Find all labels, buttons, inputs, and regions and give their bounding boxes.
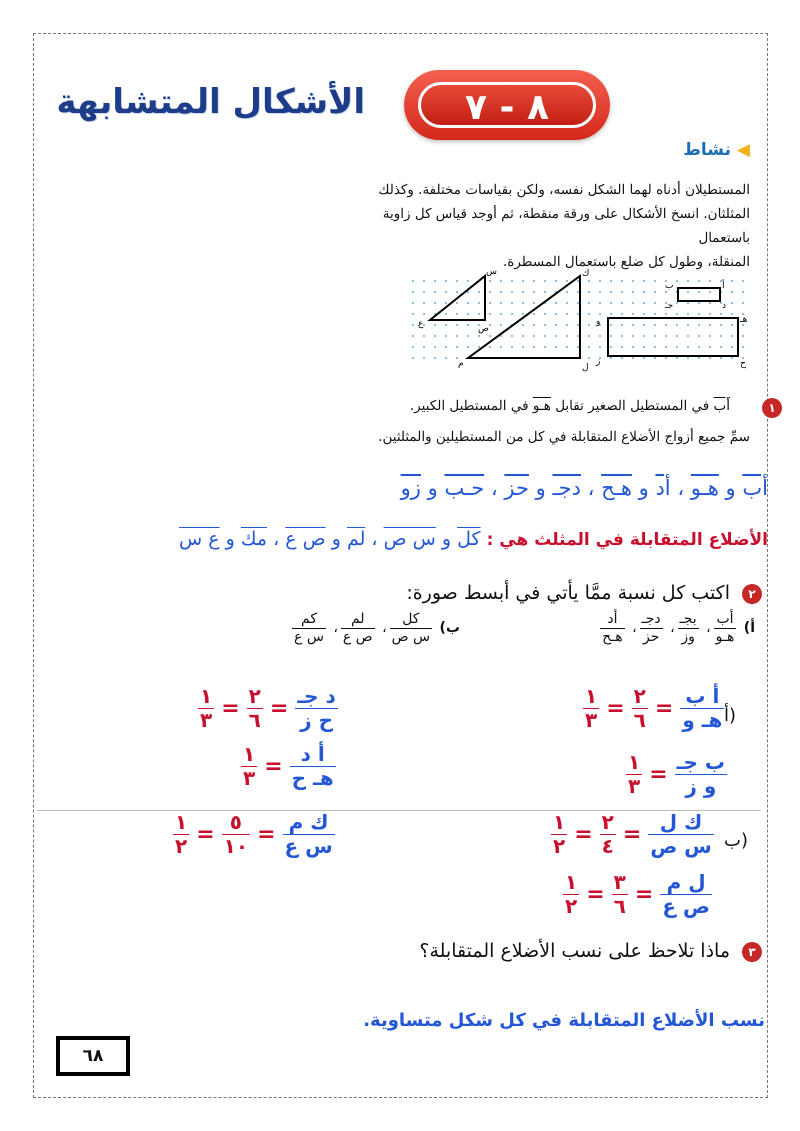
vertex-label: جـ [665,301,674,311]
segment: ص ع [285,528,326,550]
answer-dj-equation: $\frac{١}{٣}$ = $\frac{٢}{٦}$ = $\frac{\text{د جـ}}{\text{ح ز}}$ [200,684,336,732]
activity-label: نشاط [683,140,731,160]
numerator: ك م [288,810,329,834]
question-1-instruction: سمِّ جميع أزواج الأضلاع المتقابلة في كل من المستطيلين والمثلثين. [378,429,750,445]
intro-line: المستطيلان أدناه لهما الشكل نفسه، ولكن بقياسات مختلفة. وكذلك [378,182,750,198]
segment: دجـ [552,476,581,500]
denominator: هـو [715,628,735,645]
triangle-pairs-label: الأضلاع المتقابلة في المثلث هي : [486,530,768,550]
page-number: ٦٨ [56,1036,130,1076]
lesson-number-badge [404,70,610,140]
denominator: ٣ [243,766,256,790]
denominator: س ع [294,628,324,645]
intro-line: المثلثان. انسخ الأشكال على ورقة منقطة، ثم أوجد قياس كل زاوية باستعمال [382,206,750,246]
numerator: أب [716,611,734,627]
triangle-pairs-answer: الأضلاع المتقابلة في المثلث هي : كل و س ص ، لم و ص ع ، مك و ع س [179,528,768,550]
question-2-part-b: ب) $\frac{\text{كل}}{\text{س ص}}$ ، $\frac{\text{لم}}{\text{ص ع}}$ ، $\frac{\text{كم}}{\text{س ع}}$ [294,611,460,645]
and-word: و [725,476,736,500]
segment: أد [655,476,671,500]
numerator: ٢ [633,684,646,708]
lesson-title: الأشكال المتشابهة [56,82,365,122]
denominator: ٣ [585,708,598,732]
question-3-text: ماذا تلاحظ على نسب الأضلاع المتقابلة؟ [419,940,730,962]
numerator: ١ [628,750,641,774]
denominator: ١٠ [223,834,249,858]
triangle-bullet-icon: ◀ [736,140,750,160]
segment: هـو [690,476,719,500]
and-word: و [225,528,235,550]
numerator: لم [350,611,365,627]
vertex-label: ز [596,357,601,367]
denominator: وز [681,628,695,645]
denominator: ٦ [633,708,646,732]
segment: حز [504,476,529,500]
numerator: د جـ [297,684,336,708]
vertex-label: ح [740,359,746,369]
answer-ab-equation: $\frac{١}{٣}$ = $\frac{٢}{٦}$ = $\frac{\text{أ ب}}{\text{هـ و}}$ [585,684,723,732]
denominator: ٦ [613,894,626,918]
answer-bj-equation: $\frac{١}{٣}$ = $\frac{\text{ب جـ}}{\text{و ز}}$ [628,750,725,798]
segment-label: أب [713,398,730,414]
numerator: ١ [175,810,188,834]
activity-heading [683,140,750,160]
denominator: هـح [602,628,623,645]
segment: حـب [444,476,485,500]
segment: كل [457,528,481,550]
denominator: ٢ [565,894,578,918]
intro-paragraph [340,178,750,274]
vertex-label: هـ [740,315,748,325]
vertex-label: أ [722,281,725,291]
section-divider [37,810,761,811]
denominator: ٢ [175,834,188,858]
question-1-badge: ١ [762,398,782,418]
vertex-label: ك [582,269,590,279]
vertex-label: م [458,359,464,369]
numerator: أ د [300,742,325,766]
numerator: ل م [666,870,706,894]
answer-b-label: ب) [724,830,748,851]
part-a-label: أ) [743,620,755,637]
vertex-label: د [722,301,727,311]
numerator: كل [402,611,420,627]
rectangle-pairs-answer: أب و هـو ، أد و هـح ، دجـ و حز ، حـب و زو [400,476,768,500]
numerator: ١ [585,684,598,708]
segment: ع س [179,528,220,550]
numerator: ٢ [601,810,614,834]
and-word: و [331,528,341,550]
question-2-part-a: أ) $\frac{\text{أب}}{\text{هـو}}$ ، $\frac{\text{بجـ}}{\text{وز}}$ ، $\frac{\text{دجـ}}{\text{حز}}$ ، $\frac{\text{أد}}{\text{هـح}}$ [602,611,755,645]
denominator: ٦ [248,708,261,732]
numerator: ب جـ [676,750,725,774]
question-2-text: اكتب كل نسبة ممَّا يأتي في أبسط صورة: [406,582,730,604]
and-word: و [535,476,546,500]
denominator: س ع [284,834,333,858]
denominator: س ص [650,834,712,858]
dotted-grid-figure [400,268,760,378]
numerator: ٣ [613,870,626,894]
answer-a-label: أ) [724,705,737,726]
denominator: ص ع [342,628,373,645]
numerator: ك ل [659,810,703,834]
question-1-part: في المستطيل الكبير. [409,398,529,414]
segment: مك [240,528,268,550]
vertex-label: ع [418,319,424,329]
answer-ad-equation: $\frac{١}{٣}$ = $\frac{\text{أ د}}{\text{هـ ح}}$ [243,742,334,790]
vertex-label: س [486,268,497,277]
numerator: ٥ [229,810,242,834]
lesson-number: ٨ - ٧ [465,87,549,128]
and-word: و [441,528,452,550]
vertex-label: ص [478,324,489,334]
denominator: ح ز [300,708,333,732]
numerator: ١ [200,684,213,708]
numerator: ١ [243,742,256,766]
numerator: ١ [565,870,578,894]
numerator: أد [607,611,618,627]
vertex-label: ب [665,281,674,291]
denominator: ٢ [553,834,566,858]
question-1-text [410,398,730,414]
segment-label: هـو [532,398,551,414]
answer-km-equation: $\frac{١}{٢}$ = $\frac{٥}{١٠}$ = $\frac{\text{ك م}}{\text{س ع}}$ [175,810,333,858]
denominator: و ز [685,774,717,798]
numerator: أ ب [685,684,720,708]
intro-line: المنقلة، وطول كل ضلع باستعمال المسطرة. [502,254,750,270]
segment: أب [742,476,768,500]
numerator: بجـ [679,611,697,627]
segment: هـح [601,476,632,500]
question-1-part: في المستطيل الصغير تقابل [555,398,710,414]
numerator: دجـ [641,611,661,627]
denominator: ص ع [662,894,710,918]
answer-lm-equation: $\frac{١}{٢}$ = $\frac{٣}{٦}$ = $\frac{\text{ل م}}{\text{ص ع}}$ [565,870,710,918]
denominator: حز [642,628,660,645]
vertex-label: ل [582,363,589,373]
numerator: ١ [553,810,566,834]
numerator: ٢ [248,684,261,708]
and-word: و [638,476,649,500]
answer-kl-equation: $\frac{١}{٢}$ = $\frac{٢}{٤}$ = $\frac{\text{ك ل}}{\text{س ص}}$ [553,810,712,858]
segment: س ص [383,528,436,550]
question-3-badge: ٣ [742,942,762,962]
denominator: ٤ [601,834,614,858]
denominator: س ص [391,628,431,645]
and-word: و [427,476,438,500]
part-b-label: ب) [439,620,460,637]
denominator: ٣ [200,708,213,732]
question-2-badge: ٢ [742,584,762,604]
denominator: ٣ [628,774,641,798]
denominator: هـ ح [291,766,334,790]
segment: لم [346,528,366,550]
denominator: هـ و [682,708,723,732]
numerator: كم [301,611,317,627]
segment: زو [400,476,421,500]
question-3-answer: نسب الأضلاع المتقابلة في كل شكل متساوية. [363,1010,765,1031]
vertex-label: و [596,317,601,327]
